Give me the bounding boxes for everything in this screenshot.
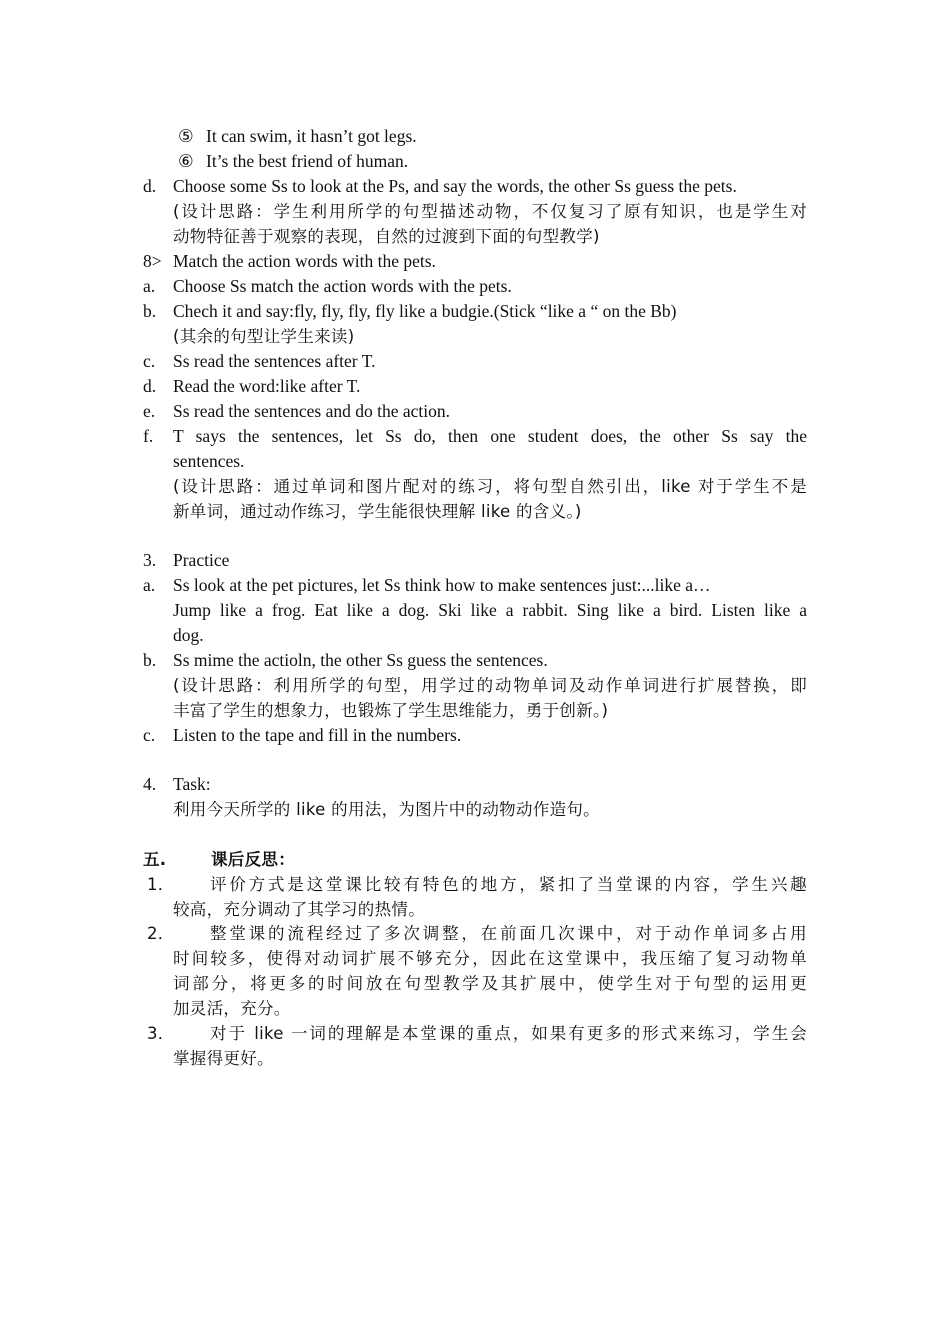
item-text: Read the word:like after T. [173,376,361,396]
reflection-text: 整堂课的流程经过了多次调整，在前面几次课中，对于动作单词多占用 [210,924,807,943]
example-sentences: dog. [173,625,204,645]
item-marker: 8> [143,251,162,271]
section-title: 课后反思： [211,850,295,869]
reflection-number: 3． [147,1024,175,1043]
example-sentences: Jump like a frog. Eat like a dog. Ski like a rabbit. Sing like a bird. Listen like a [173,600,807,620]
item-marker: a. [143,575,156,595]
item-text: Ss mime the actioln, the other Ss guess the sentences. [173,650,548,670]
reflection-text: 词部分，将更多的时间放在句型教学及其扩展中，使学生对于句型的运用更 [173,974,807,993]
item-marker: 3. [143,550,157,570]
reflection-text: 掌握得更好。 [173,1049,274,1068]
task-text: 利用今天所学的 like 的用法，为图片中的动物动作造句。 [173,800,600,819]
item-text: Match the action words with the pets. [173,251,436,271]
circled-number: ⑤ [178,126,194,146]
item-marker: b. [143,301,157,321]
item-marker: e. [143,401,156,421]
item-marker: 4. [143,774,157,794]
reflection-text: 评价方式是这堂课比较有特色的地方，紧扣了当堂课的内容，学生兴趣 [210,875,807,894]
design-note: (设计思路：利用所学的句型，用学过的动物单词及动作单词进行扩展替换，即 [173,676,807,695]
item-marker: d. [143,176,157,196]
reflection-text: 对于 like 一词的理解是本堂课的重点，如果有更多的形式来练习，学生会 [210,1024,807,1043]
item-text: Listen to the tape and fill in the numbers. [173,725,462,745]
section-title: Task: [173,774,211,794]
item-text: Choose Ss match the action words with the pets. [173,276,512,296]
item-text: Chech it and say:fly, fly, fly, fly like a budgie.(Stick “like a “ on the Bb) [173,301,677,321]
item-text: It can swim, it hasn’t got legs. [206,126,417,146]
reflection-text: 加灵活，充分。 [173,999,291,1018]
section-title: Practice [173,550,230,570]
reflection-number: 2． [147,924,175,943]
design-note: (设计思路：学生利用所学的句型描述动物，不仅复习了原有知识，也是学生对 [173,202,807,221]
reflection-text: 时间较多，使得对动词扩展不够充分，因此在这堂课中，我压缩了复习动物单 [173,949,807,968]
design-note: (设计思路：通过单词和图片配对的练习，将句型自然引出，like 对于学生不是 [173,477,807,496]
design-note: 丰富了学生的想象力，也锻炼了学生思维能力，勇于创新。) [173,701,609,720]
design-note: 新单词，通过动作练习，学生能很快理解 like 的含义。) [173,502,582,521]
item-text: Ss read the sentences after T. [173,351,376,371]
reflection-number: 1． [147,875,175,894]
item-text: sentences. [173,451,245,471]
item-marker: b. [143,650,157,670]
list-item [178,124,417,149]
section-number: 五. [143,850,167,869]
item-marker: c. [143,351,156,371]
item-text: Ss read the sentences and do the action. [173,401,450,421]
design-note: (其余的句型让学生来读) [173,327,355,346]
item-text: It’s the best friend of human. [206,151,409,171]
reflection-text: 较高，充分调动了其学习的热情。 [173,900,425,919]
list-item [178,149,408,174]
circled-number: ⑥ [178,151,194,171]
item-marker: a. [143,276,156,296]
item-marker: f. [143,426,154,446]
item-text: T says the sentences, let Ss do, then one student does, the other Ss say the [173,426,807,446]
design-note: 动物特征善于观察的表现，自然的过渡到下面的句型教学) [173,227,600,246]
item-marker: c. [143,725,156,745]
item-marker: d. [143,376,157,396]
item-text: Choose some Ss to look at the Ps, and say the words, the other Ss guess the pets. [173,176,737,196]
item-text: Ss look at the pet pictures, let Ss think how to make sentences just:...like a… [173,575,711,595]
